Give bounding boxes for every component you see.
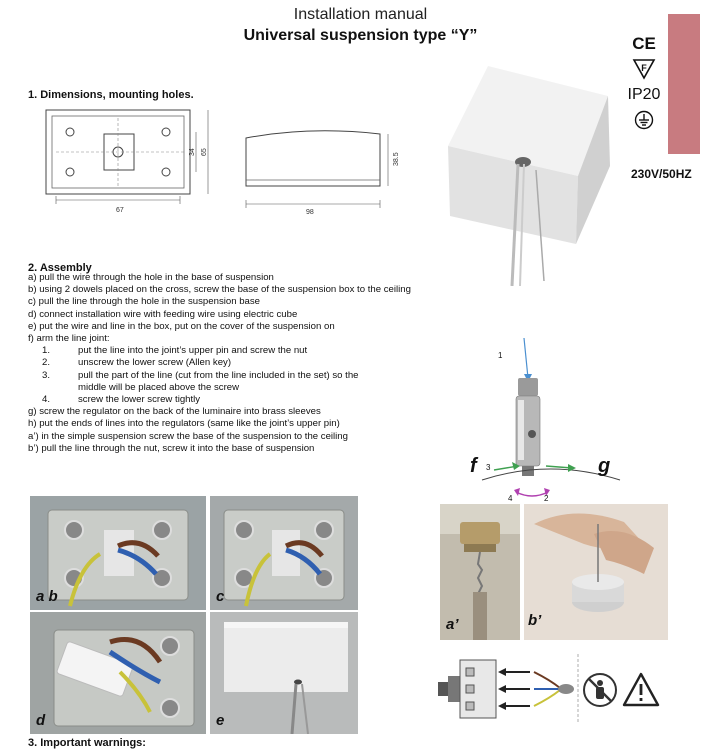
- assembly-line: b’) pull the line through the nut, screw it into the base of suspension: [28, 442, 315, 454]
- photo-label-d: d: [36, 712, 46, 729]
- dim-height-side: 38.5: [393, 152, 400, 166]
- ce-mark: CE: [632, 34, 656, 53]
- assembly-line: g) screw the regulator on the back of the luminaire into brass sleeves: [28, 406, 321, 418]
- dim-height-inner: 34: [189, 148, 196, 156]
- substep-number: 2.: [42, 357, 51, 369]
- substep-text: screw the lower screw tightly: [78, 394, 201, 406]
- assembly-line: h) put the ends of lines into the regulators (same like the joint’s upper pin): [28, 418, 340, 430]
- assembly-line: d) connect installation wire with feeding wire using electric cube: [28, 308, 298, 320]
- dim-width-front: 67: [116, 207, 124, 214]
- substep-text: pull the part of the line (cut from the line included in the set) so the: [78, 369, 359, 381]
- dim-height-outer: 65: [201, 148, 208, 156]
- joint-number-2: 2: [544, 494, 549, 503]
- substep-number: 4.: [42, 394, 51, 406]
- suspension-box-render: [428, 66, 628, 291]
- photo-label-a-prime: a’: [446, 616, 459, 633]
- photo-label-c: c: [216, 588, 225, 605]
- assembly-line: b) using 2 dowels placed on the cross, screw the base of the suspension box to the ceiling: [28, 284, 411, 296]
- side-view-drawing: [240, 120, 420, 225]
- ground-symbol-icon: [634, 110, 654, 135]
- page-title: Installation manual: [293, 6, 428, 23]
- section-2-heading: 2. Assembly: [28, 262, 92, 274]
- section-3-heading: 3. Important warnings:: [28, 737, 146, 749]
- warning-triangle-icon: [622, 672, 660, 713]
- voltage-label: 230V/50HZ: [631, 167, 692, 181]
- photo-d: [30, 612, 206, 734]
- connector-diagram: [434, 654, 584, 729]
- f-mark-icon: [632, 58, 656, 80]
- substep-text: unscrew the lower screw (Allen key): [78, 357, 232, 369]
- joint-label-f: f: [470, 455, 477, 477]
- substep-text: put the line into the joint’s upper pin and screw the nut: [78, 345, 308, 357]
- joint-number-1: 1: [498, 351, 503, 360]
- ip-rating: IP20: [627, 86, 661, 103]
- substep: [28, 357, 468, 369]
- photo-label-e: e: [216, 712, 225, 729]
- f-mark-letter: F: [641, 63, 647, 73]
- substep: [28, 345, 468, 357]
- joint-number-4: 4: [508, 494, 513, 503]
- assembly-steps: [28, 272, 468, 455]
- photo-a-prime: [440, 504, 520, 640]
- photo-e: [210, 612, 358, 734]
- no-person-icon: [582, 672, 618, 713]
- substep: [28, 370, 468, 382]
- substep-number: 1.: [42, 345, 51, 357]
- page-subtitle: Universal suspension type “Y”: [243, 27, 478, 44]
- substep-number: 3.: [42, 369, 51, 381]
- section-1-heading: 1. Dimensions, mounting holes.: [28, 89, 194, 101]
- joint-number-3: 3: [486, 463, 491, 472]
- photo-c: [210, 496, 358, 610]
- front-view-drawing: [36, 104, 226, 229]
- line-joint-diagram: [460, 330, 630, 510]
- photo-label-ab: a b: [36, 588, 58, 605]
- substep: [28, 394, 468, 406]
- photo-label-b-prime: b’: [528, 612, 542, 629]
- substep-text: middle will be placed above the screw: [78, 381, 240, 393]
- accent-bar: [668, 14, 700, 154]
- substep: [28, 382, 468, 394]
- assembly-line: c) pull the line through the hole in the suspension base: [28, 296, 261, 308]
- assembly-line: a) pull the wire through the hole in the base of suspension: [28, 272, 274, 283]
- joint-label-g: g: [598, 455, 611, 477]
- assembly-line: f) arm the line joint:: [28, 333, 110, 345]
- photo-b-prime: [524, 504, 668, 640]
- assembly-line: e) put the wire and line in the box, put on the cover of the suspension on: [28, 320, 335, 332]
- photo-ab: [30, 496, 206, 610]
- dim-length-side: 98: [306, 209, 314, 216]
- assembly-line: a’) in the simple suspension screw the base of the suspension to the ceiling: [28, 430, 348, 442]
